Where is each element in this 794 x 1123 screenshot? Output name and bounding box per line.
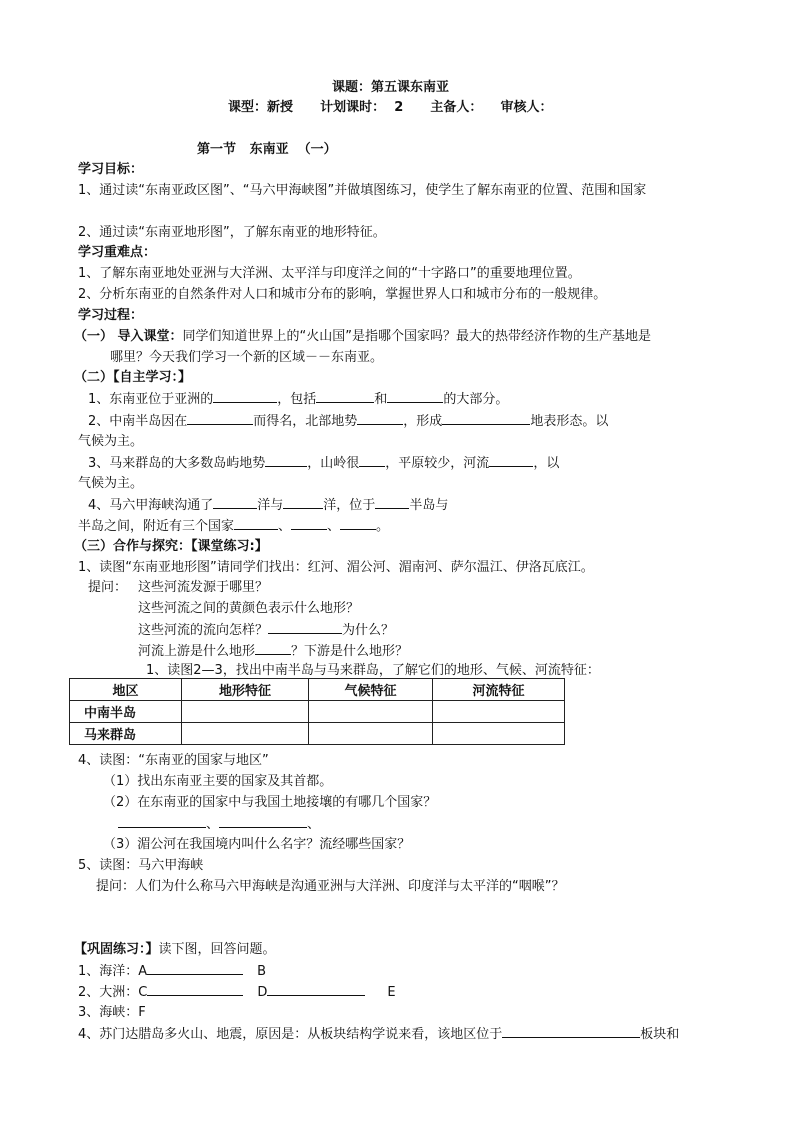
q2-text: ，形成 (403, 414, 443, 429)
q1-text: ，包括 (277, 392, 317, 407)
q3-text: ，山岭很 (307, 456, 360, 471)
line-text: 2、大洲：C (78, 985, 148, 1000)
q4-text: 洋与 (257, 498, 284, 513)
goal-item: 2、通过读“东南亚地形图”，了解东南亚的地形特征。 (78, 225, 386, 240)
process-heading: 学习过程： (78, 308, 144, 323)
consolidate-line-3: 3、海峡：F (78, 1005, 146, 1020)
q3-text: ，平原较少，河流 (385, 456, 490, 471)
ask-label: 提问： (88, 580, 128, 595)
line-text: 1、海洋：A (78, 964, 148, 979)
ask-4 (138, 642, 408, 661)
ask-1: 这些河流发源于哪里？ (138, 580, 269, 595)
coop-heading: （三）合作与探究：【课堂练习:】 (74, 539, 268, 554)
goal-item: 1、通过读“东南亚政区图”、“马六甲海峡图”并做填图练习，使学生了解东南亚的位置、范围和国家 (78, 183, 647, 198)
q3-text: 3、马来群岛的大多数岛屿地势 (88, 456, 266, 471)
consolidate-intro: 读下图，回答问题。 (158, 942, 276, 957)
separator: 、 (327, 519, 341, 534)
intro-label: （一） 导入课堂： (74, 329, 183, 344)
question-2 (88, 412, 608, 431)
header-label: 气候特征 (344, 684, 397, 699)
blank[interactable] (187, 412, 253, 425)
consolidate-line-1 (78, 962, 266, 981)
ask4-text: ？下游是什么地形？ (291, 644, 409, 659)
blank[interactable] (219, 815, 307, 828)
table-header (309, 679, 433, 701)
table-header (433, 679, 565, 701)
key-points-heading: 学习重难点： (78, 245, 157, 260)
q3-text: ，以 (533, 456, 560, 471)
ask4-text: 河流上游是什么地形 (138, 644, 256, 659)
table-cell[interactable] (433, 701, 565, 723)
intro-text: 同学们知道世界上的“火山国”是指哪个国家吗？最大的热带经济作物的生产基地是 (182, 329, 652, 344)
consolidate-label: 【巩固练习：】 (74, 942, 159, 957)
intro-line (74, 328, 651, 346)
blank[interactable] (340, 517, 376, 530)
line-text: B (257, 964, 267, 979)
q1-text: 1、东南亚位于亚洲的 (88, 392, 214, 407)
blank[interactable] (387, 390, 443, 403)
blank[interactable] (442, 412, 530, 425)
header-label: 地形特征 (218, 684, 271, 699)
table-cell[interactable] (182, 701, 309, 723)
q4-text: 半岛之间，附近有三个国家 (78, 519, 235, 534)
exercise-4-sub2: （2）在东南亚的国家中与我国土地接壤的有哪几个国家？ (103, 795, 437, 810)
q4-text: 半岛与 (409, 498, 449, 513)
blank[interactable] (375, 496, 409, 509)
consolidate-line-4 (78, 1025, 679, 1044)
line-text: 4、苏门达腊岛多火山、地震，原因是：从板块结构学说来看，该地区位于 (78, 1027, 503, 1042)
q2-text: 地表形态。以 (530, 414, 609, 429)
intro-line-2: 哪里？今天我们学习一个新的区域－－东南亚。 (110, 350, 384, 365)
q2-text: 2、中南半岛因在 (88, 414, 188, 429)
blank[interactable] (234, 517, 278, 530)
consolidate-heading (74, 941, 276, 959)
blank[interactable] (213, 390, 277, 403)
header-label: 河流特征 (472, 684, 525, 699)
table-cell[interactable] (309, 723, 433, 745)
separator: 、 (206, 817, 220, 832)
period: 。 (376, 519, 390, 534)
goals-heading: 学习目标： (78, 162, 144, 177)
figure-task: 1、读图2—3，找出中南半岛与马来群岛，了解它们的地形、气候、河流特征： (146, 663, 600, 678)
table-cell: 中南半岛 (70, 701, 182, 723)
feature-table (69, 678, 565, 745)
q2-text: 而得名，北部地势 (253, 414, 358, 429)
ask-label: 提问： (96, 879, 136, 894)
table-cell[interactable] (433, 723, 565, 745)
line-text: 板块和 (640, 1027, 680, 1042)
exercise-1: 1、读图“东南亚地形图”请同学们找出：红河、湄公河、湄南河、萨尔温江、伊洛瓦底江。 (78, 560, 594, 575)
exercise-5-question (96, 878, 565, 896)
question-1 (88, 390, 508, 409)
exercise-4-blanks (118, 815, 320, 834)
question-4 (88, 496, 448, 515)
blank[interactable] (357, 412, 403, 425)
q4-text: 洋，位于 (323, 498, 376, 513)
table-header-row (70, 679, 565, 701)
question-4-cont (78, 517, 389, 536)
blank[interactable] (213, 496, 257, 509)
blank[interactable] (118, 815, 206, 828)
blank[interactable] (316, 390, 374, 403)
blank[interactable] (489, 454, 533, 467)
blank[interactable] (267, 983, 365, 996)
table-header (70, 679, 182, 701)
blank[interactable] (283, 496, 323, 509)
key-point-item: 1、了解东南亚地处亚洲与大洋洲、太平洋与印度洋之间的“十字路口”的重要地理位置。 (78, 266, 581, 281)
table-cell[interactable] (182, 723, 309, 745)
blank[interactable] (502, 1025, 640, 1038)
ask3-text: 为什么？ (342, 623, 395, 638)
line-text: D (257, 985, 268, 1000)
blank[interactable] (265, 454, 307, 467)
question-3 (88, 454, 559, 473)
question-2-cont: 气候为主。 (78, 434, 144, 449)
ask-2: 这些河流之间的黄颜色表示什么地形？ (138, 601, 360, 616)
table-row (70, 723, 565, 745)
table-cell[interactable] (309, 701, 433, 723)
blank[interactable] (147, 983, 243, 996)
lesson-title: 课题：第五课东南亚 (332, 80, 450, 95)
separator: 、 (307, 817, 321, 832)
blank[interactable] (255, 642, 291, 655)
ask-3 (138, 621, 394, 640)
header-label: 地区 (112, 684, 139, 699)
table-header (182, 679, 309, 701)
table-row (70, 701, 565, 723)
q4-text: 4、马六甲海峡沟通了 (88, 498, 214, 513)
blank[interactable] (291, 517, 327, 530)
consolidate-line-2 (78, 983, 396, 1002)
exercise-4-title: 4、读图：“东南亚的国家与地区” (78, 753, 269, 768)
blank[interactable] (268, 621, 342, 634)
exercise-4-sub3: （3）湄公河在我国境内叫什么名字？流经哪些国家？ (103, 837, 411, 852)
section-title: 第一节 东南亚 （一） (197, 142, 337, 157)
blank[interactable] (147, 962, 243, 975)
question-3-cont: 气候为主。 (78, 476, 144, 491)
self-study-heading: （二）【自主学习：】 (74, 370, 192, 385)
table-cell: 马来群岛 (70, 723, 182, 745)
blank[interactable] (359, 454, 385, 467)
separator: 、 (278, 519, 292, 534)
lesson-meta: 课型：新授 计划课时： 2 主备人： 审核人： (228, 100, 553, 115)
line-text: E (387, 985, 396, 1000)
key-point-item: 2、分析东南亚的自然条件对人口和城市分布的影响，掌握世界人口和城市分布的一般规律。 (78, 287, 607, 302)
exercise-5-title: 5、读图：马六甲海峡 (78, 858, 204, 873)
ask3-text: 这些河流的流向怎样？ (138, 623, 269, 638)
q1-text: 和 (374, 392, 388, 407)
question-text: 人们为什么称马六甲海峡是沟通亚洲与大洋洲、印度洋与太平洋的“咽喉”？ (135, 879, 565, 894)
q1-text: 的大部分。 (443, 392, 509, 407)
exercise-4-sub1: （1）找出东南亚主要的国家及其首都。 (103, 774, 333, 789)
